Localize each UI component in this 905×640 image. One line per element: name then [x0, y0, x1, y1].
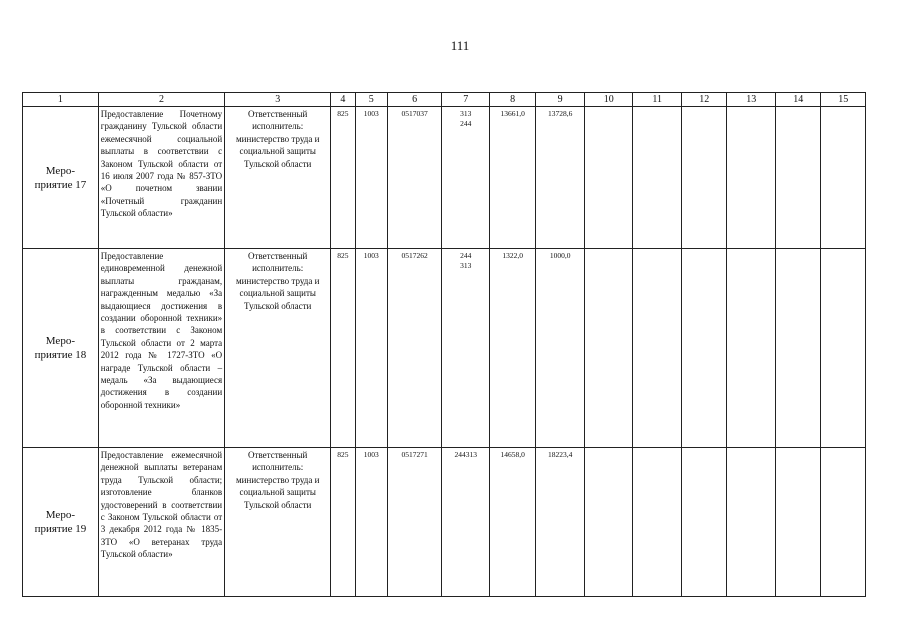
header-cell: 6 [387, 93, 442, 107]
cell-c5: 1003 [355, 249, 387, 448]
cell-c6: 0517037 [387, 107, 442, 249]
empty-cell [821, 448, 866, 597]
cell-c9: 18223,4 [536, 448, 585, 597]
table-row [23, 107, 866, 249]
responsible-cell: Ответственный исполнитель: министерство труда и социальной защиты Тульской области [225, 107, 331, 249]
header-cell: 12 [681, 93, 726, 107]
description-cell: Предоставление единовременной денежной выплаты гражданам, награжденным медалью «За выдающиеся достижения в создании оборонной техники» в соответствии с Законом Тульской области от 2 марта 2012 года № 1727-ЗТО «О награде Тульской области – медаль «За выдающиеся достижения в создании оборонной техники» [98, 249, 224, 448]
empty-cell [584, 448, 633, 597]
description-cell: Предоставление ежемесячной денежной выплаты ветеранам труда Тульской области; изготовление бланков удостоверений в соответствии с Законом Тульской области от 3 декабря 2012 года № 1835-ЗТО «О ветеранах труда Тульской области» [98, 448, 224, 597]
header-cell: 2 [98, 93, 224, 107]
empty-cell [775, 448, 820, 597]
empty-cell [633, 448, 682, 597]
event-cell: Меро- приятие 18 [23, 249, 99, 448]
header-cell: 9 [536, 93, 585, 107]
header-cell: 3 [225, 93, 331, 107]
header-cell: 4 [331, 93, 355, 107]
table-row [23, 249, 866, 448]
empty-cell [821, 249, 866, 448]
responsible-cell: Ответственный исполнитель: министерство труда и социальной защиты Тульской области [225, 249, 331, 448]
empty-cell [727, 448, 776, 597]
cell-c6: 0517262 [387, 249, 442, 448]
header-cell: 7 [442, 93, 490, 107]
description-cell: Предоставление Почетному гражданину Тульской области ежемесячной социальной выплаты в соответствии с Законом Тульской области от 16 июля 2007 года № 857-ЗТО «О почетном звании «Почетный гражданин Тульской области» [98, 107, 224, 249]
cell-c6: 0517271 [387, 448, 442, 597]
empty-cell [681, 249, 726, 448]
empty-cell [681, 448, 726, 597]
page-number: 111 [450, 38, 470, 53]
cell-c7: 244313 [442, 448, 490, 597]
table-row [23, 448, 866, 597]
cell-c8: 1322,0 [489, 249, 535, 448]
header-cell: 1 [23, 93, 99, 107]
empty-cell [584, 249, 633, 448]
empty-cell [584, 107, 633, 249]
empty-cell [821, 107, 866, 249]
event-cell: Меро- приятие 19 [23, 448, 99, 597]
empty-cell [681, 107, 726, 249]
cell-c5: 1003 [355, 448, 387, 597]
cell-c9: 1000,0 [536, 249, 585, 448]
cell-c7: 313 244 [442, 107, 490, 249]
empty-cell [633, 249, 682, 448]
header-cell: 14 [775, 93, 820, 107]
header-cell: 11 [633, 93, 682, 107]
header-cell: 5 [355, 93, 387, 107]
cell-c4: 825 [331, 249, 355, 448]
empty-cell [727, 107, 776, 249]
header-cell: 10 [584, 93, 633, 107]
header-cell: 8 [489, 93, 535, 107]
cell-c8: 14658,0 [489, 448, 535, 597]
cell-c5: 1003 [355, 107, 387, 249]
cell-c4: 825 [331, 448, 355, 597]
header-cell: 13 [727, 93, 776, 107]
responsible-cell: Ответственный исполнитель: министерство труда и социальной защиты Тульской области [225, 448, 331, 597]
event-cell: Меро- приятие 17 [23, 107, 99, 249]
cell-c7: 244 313 [442, 249, 490, 448]
cell-c8: 13661,0 [489, 107, 535, 249]
header-row [23, 93, 866, 107]
cell-c9: 13728,6 [536, 107, 585, 249]
header-cell: 15 [821, 93, 866, 107]
cell-c4: 825 [331, 107, 355, 249]
empty-cell [775, 249, 820, 448]
empty-cell [633, 107, 682, 249]
budget-table [22, 92, 866, 597]
empty-cell [727, 249, 776, 448]
empty-cell [775, 107, 820, 249]
